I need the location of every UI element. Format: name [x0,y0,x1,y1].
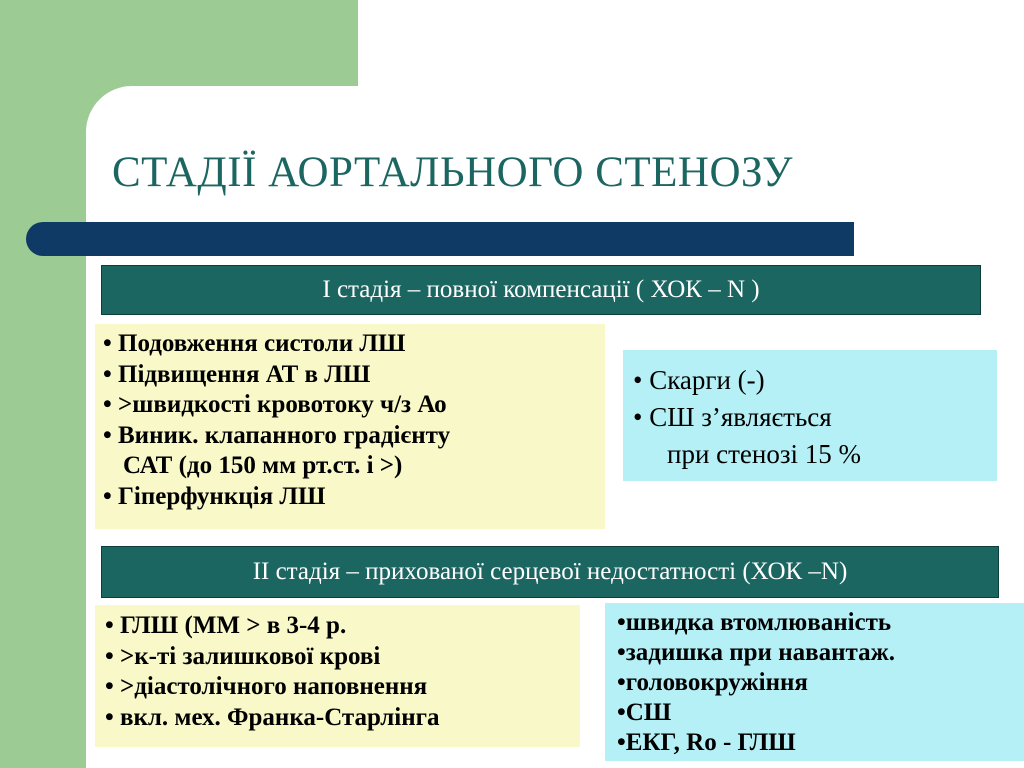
title-underline-bar [26,222,854,256]
stage1-header: I стадія – повної компенсації ( ХОК – N ) [101,265,981,315]
stage1-symptom: • СШ з’являється [633,402,832,432]
stage1-sign: САТ (до 150 мм рт.ст. і >) [123,452,403,479]
stage1-symptoms-box [623,350,997,481]
stage1-sign: • Гіперфункція ЛШ [103,482,326,510]
stage2-symptoms-box [605,603,1024,761]
stage1-sign: • Підвищення АТ в ЛШ [103,360,371,388]
stage2-signs-box [95,605,580,747]
stage2-sign: • ГЛШ (ММ > в 3-4 р. [105,612,347,639]
stage2-sign: • >к-ті залишкової крові [105,642,381,670]
stage2-symptom: •задишка при навантаж. [617,639,895,666]
stage2-sign: • вкл. мех. Франка-Старлінга [105,703,440,731]
stage1-sign: • Подовження систоли ЛШ [103,330,406,357]
stage1-symptom: при стенозі 15 % [667,439,862,469]
stage2-symptom: •швидка втомлюваність [617,609,892,636]
slide-title: СТАДІЇ АОРТАЛЬНОГО СТЕНОЗУ [112,149,793,196]
stage2-sign: • >діастолічного наповнення [105,673,428,700]
stage2-symptom: •головокружіння [617,669,808,696]
stage1-sign: • Виник. клапанного градієнту [103,421,451,449]
stage2-symptom: •СШ [617,699,672,726]
stage1-symptom: • Скарги (-) [633,365,765,395]
stage2-header: II стадія – прихованої серцевої недостатності (ХОК –N) [101,546,999,598]
stage1-signs-box [95,324,605,529]
stage2-symptom: •ЕКГ, Ro - ГЛШ [617,729,796,756]
stage1-sign: • >швидкості кровотоку ч/з Ао [103,391,447,418]
